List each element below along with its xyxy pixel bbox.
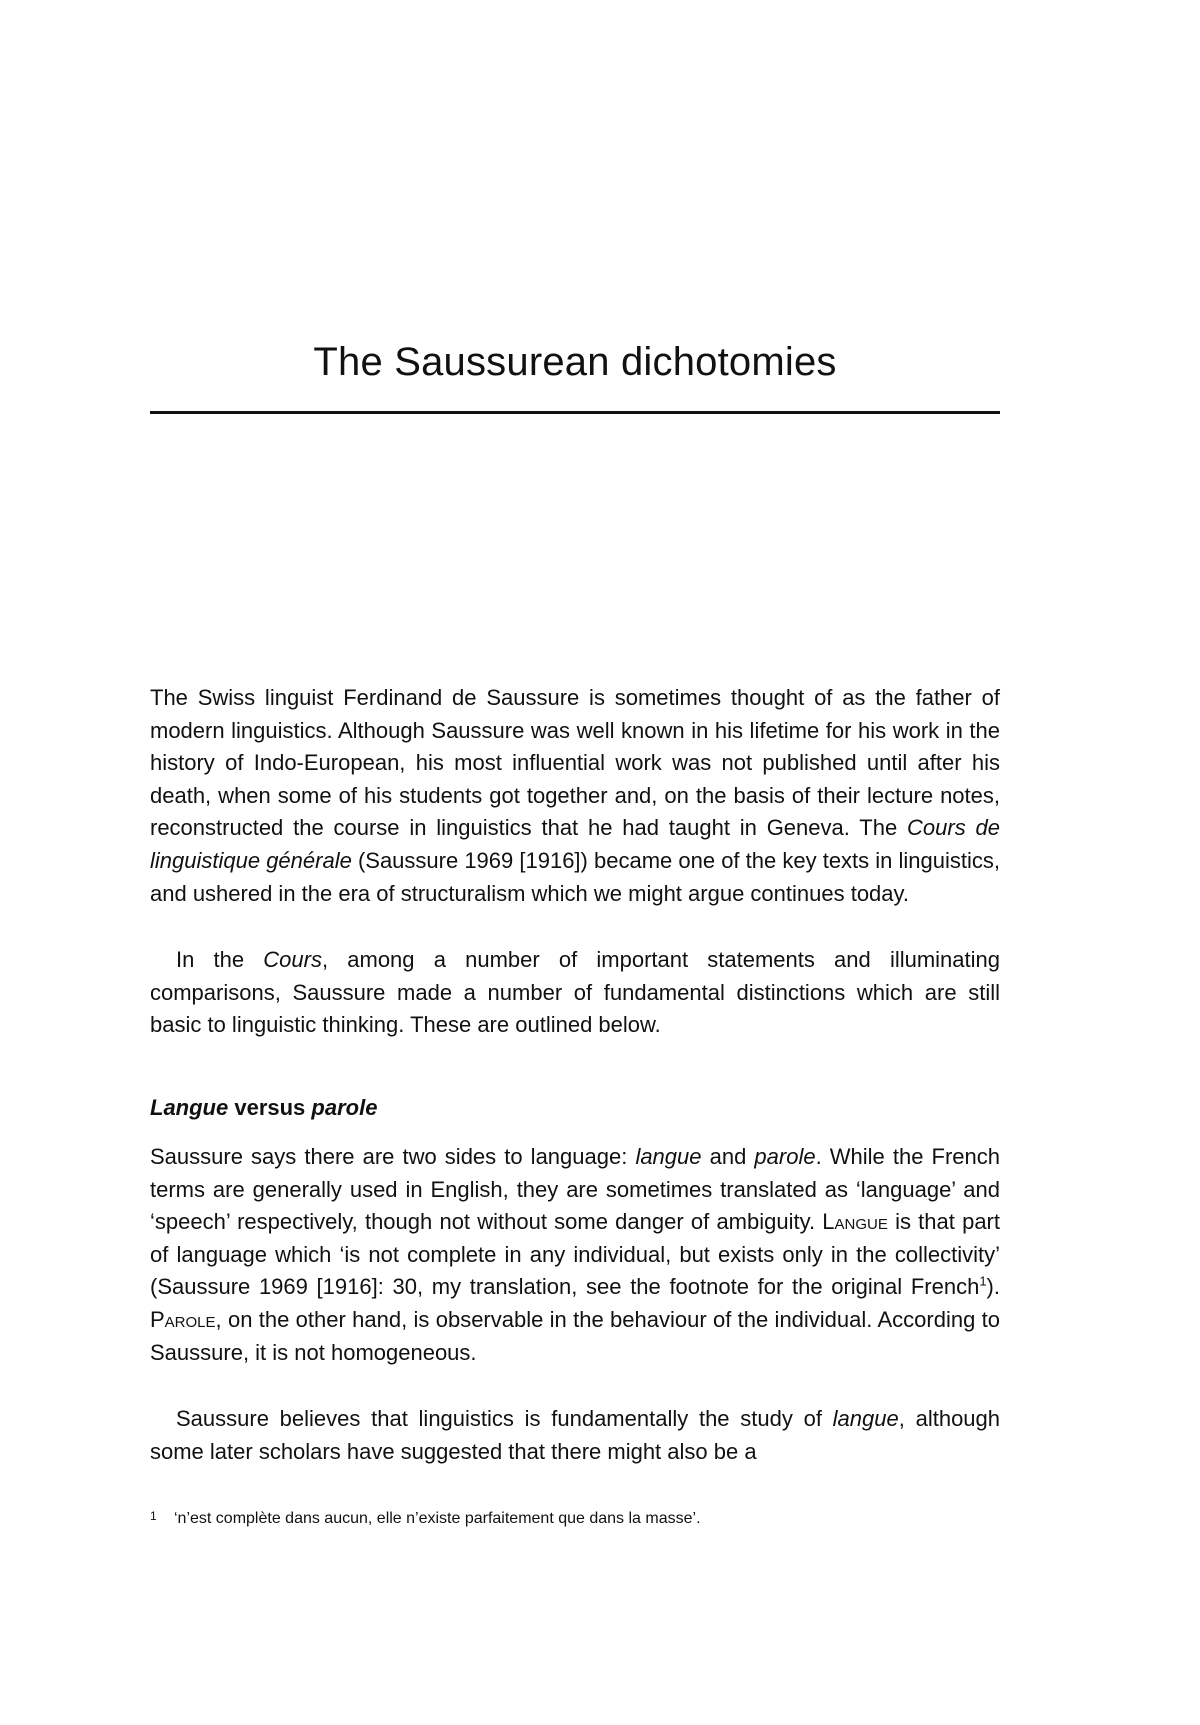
p3-smallcaps-parole: Parole bbox=[150, 1306, 216, 1332]
heading-parole: parole bbox=[311, 1095, 378, 1120]
section-paragraph-1 bbox=[150, 1141, 1000, 1369]
p3-smallcaps-langue: Langue bbox=[822, 1209, 888, 1235]
p3-term-parole: parole bbox=[754, 1144, 816, 1169]
section-paragraph-2 bbox=[150, 1403, 1000, 1468]
p3-text-b: . While the French terms are generally used in English, they are sometimes translated as ‘language’ and ‘speech’ respectively, though not without some danger of ambiguity. bbox=[150, 1144, 1001, 1235]
p3-text-a: Saussure says there are two sides to language: bbox=[150, 1144, 636, 1169]
intro-paragraph-1 bbox=[150, 682, 1000, 910]
footnote-text: ‘n’est complète dans aucun, elle n’existe parfaitement que dans la masse’. bbox=[174, 1510, 701, 1527]
heading-versus: versus bbox=[228, 1095, 312, 1120]
footnote bbox=[150, 1508, 1000, 1530]
chapter-title: The Saussurean dichotomies bbox=[313, 340, 837, 384]
heading-langue: Langue bbox=[150, 1095, 229, 1120]
p1-text-a: The Swiss linguist Ferdinand de Saussure is sometimes thought of as the father of modern linguistics. Although Saussure was well known in his lifetime for his work in the history of Indo-European, his most influential work was not published until after his death, when some of his students got together and, on the basis of their lecture notes, reconstructed the course in linguistics that he had taught in Geneva. The bbox=[150, 685, 1000, 841]
p2-text-a: In the bbox=[176, 947, 264, 972]
section-heading bbox=[150, 1094, 377, 1122]
footnote-reference[interactable]: 1 bbox=[979, 1274, 987, 1290]
p3-and: and bbox=[701, 1144, 755, 1169]
p3-text-d: ). bbox=[986, 1274, 1000, 1300]
p3-text-c: is that part of language which ‘is not complete in any individual, but exists only in the collectivity’ (Saussure 1969 [1916]: 30, my translation, see the footnote for the original French bbox=[150, 1209, 1000, 1300]
footnote-marker: 1 bbox=[150, 1509, 157, 1523]
p4-text-b: , although some later scholars have suggested that there might also be a bbox=[150, 1406, 1001, 1464]
p2-text-b: , among a number of important statements and illuminating comparisons, Saussure made a number of fundamental distinctions which are still basic to linguistic thinking. These are outlined below. bbox=[150, 947, 1000, 1038]
p1-book-title: Cours de linguistique générale bbox=[150, 815, 1000, 873]
intro-paragraph-2 bbox=[150, 944, 1000, 1042]
p2-book-title: Cours bbox=[263, 947, 322, 972]
title-rule bbox=[150, 411, 1000, 414]
p4-text-a: Saussure believes that linguistics is fundamentally the study of bbox=[176, 1406, 833, 1431]
p1-text-b: (Saussure 1969 [1916]) became one of the key texts in linguistics, and ushered in the era of structuralism which we might argue continues today. bbox=[150, 847, 1000, 906]
p3-text-e: , on the other hand, is observable in the behaviour of the individual. According to Saussure, it is not homogeneous. bbox=[150, 1306, 1000, 1365]
p3-term-langue: langue bbox=[635, 1144, 702, 1169]
p4-term-langue: langue bbox=[832, 1406, 899, 1431]
